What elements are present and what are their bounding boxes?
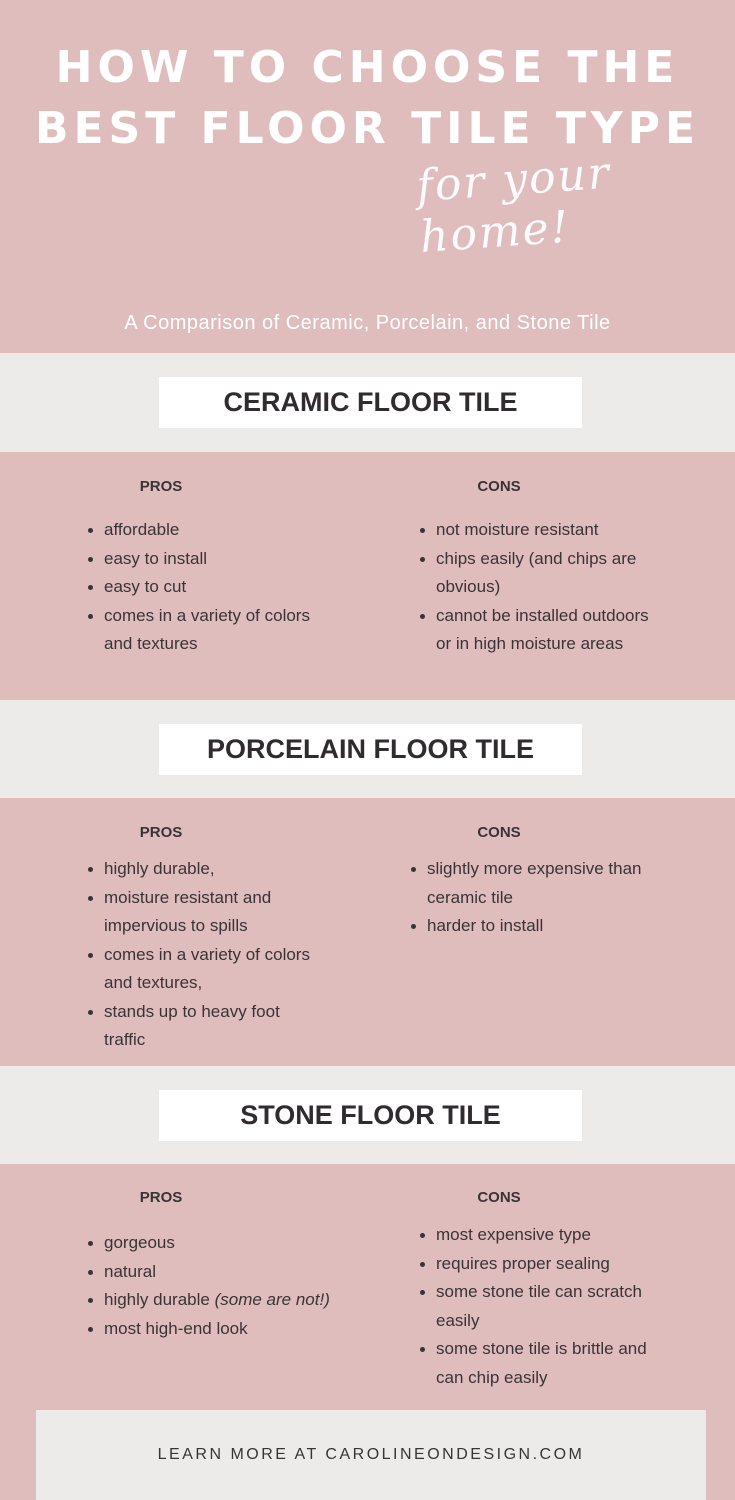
porcelain-pros-heading: PROS <box>139 824 183 841</box>
list-item: harder to install <box>407 912 662 941</box>
list-item: most expensive type <box>416 1221 666 1250</box>
list-item: easy to install <box>84 545 334 574</box>
list-item: gorgeous <box>84 1229 364 1258</box>
ceramic-heading: CERAMIC FLOOR TILE <box>159 377 582 428</box>
list-item: some stone tile is brittle and can chip easily <box>416 1335 666 1392</box>
stone-pros-heading: PROS <box>139 1189 183 1206</box>
list-item-text: highly durable <box>104 1290 210 1309</box>
list-item: easy to cut <box>84 573 334 602</box>
list-item: slightly more expensive than ceramic tile <box>407 855 662 912</box>
script-tagline: for your home! <box>414 147 613 263</box>
ceramic-cons-heading: CONS <box>477 478 521 495</box>
list-item: stands up to heavy foot traffic <box>84 998 304 1055</box>
list-item: natural <box>84 1258 364 1287</box>
porcelain-heading: PORCELAIN FLOOR TILE <box>159 724 582 775</box>
list-item: most high-end look <box>84 1315 364 1344</box>
stone-pros-list <box>84 1229 364 1343</box>
ceramic-cons-list <box>416 516 666 659</box>
ceramic-pros-heading: PROS <box>139 478 183 495</box>
porcelain-section <box>0 798 735 1066</box>
porcelain-cons-heading: CONS <box>477 824 521 841</box>
list-item: moisture resistant and impervious to spills <box>84 884 334 941</box>
list-item: comes in a variety of colors and textures <box>84 602 334 659</box>
stone-section <box>0 1164 735 1410</box>
ceramic-heading-band <box>0 353 735 452</box>
list-item-note: (some are not!) <box>214 1290 330 1309</box>
main-title-line-1: HOW TO CHOOSE THE <box>55 42 680 93</box>
list-item <box>84 1286 364 1315</box>
subtitle: A Comparison of Ceramic, Porcelain, and Stone Tile <box>124 312 611 334</box>
footer-link[interactable]: LEARN MORE AT CAROLINEONDESIGN.COM <box>36 1410 706 1500</box>
list-item: chips easily (and chips are obvious) <box>416 545 666 602</box>
list-item: not moisture resistant <box>416 516 666 545</box>
stone-heading-band <box>0 1066 735 1164</box>
ceramic-section <box>0 452 735 700</box>
porcelain-heading-band <box>0 700 735 798</box>
list-item: highly durable, <box>84 855 334 884</box>
list-item: cannot be installed outdoors or in high moisture areas <box>416 602 666 659</box>
list-item: affordable <box>84 516 334 545</box>
list-item: requires proper sealing <box>416 1250 666 1279</box>
porcelain-pros-list <box>84 855 334 1055</box>
main-title-line-2: BEST FLOOR TILE TYPE <box>34 103 701 154</box>
stone-cons-list <box>416 1221 666 1392</box>
stone-heading: STONE FLOOR TILE <box>159 1090 582 1141</box>
ceramic-pros-list <box>84 516 334 659</box>
list-item: some stone tile can scratch easily <box>416 1278 666 1335</box>
list-item: comes in a variety of colors and textures, <box>84 941 334 998</box>
stone-cons-heading: CONS <box>477 1189 521 1206</box>
header <box>0 0 735 353</box>
porcelain-cons-list <box>407 855 662 941</box>
